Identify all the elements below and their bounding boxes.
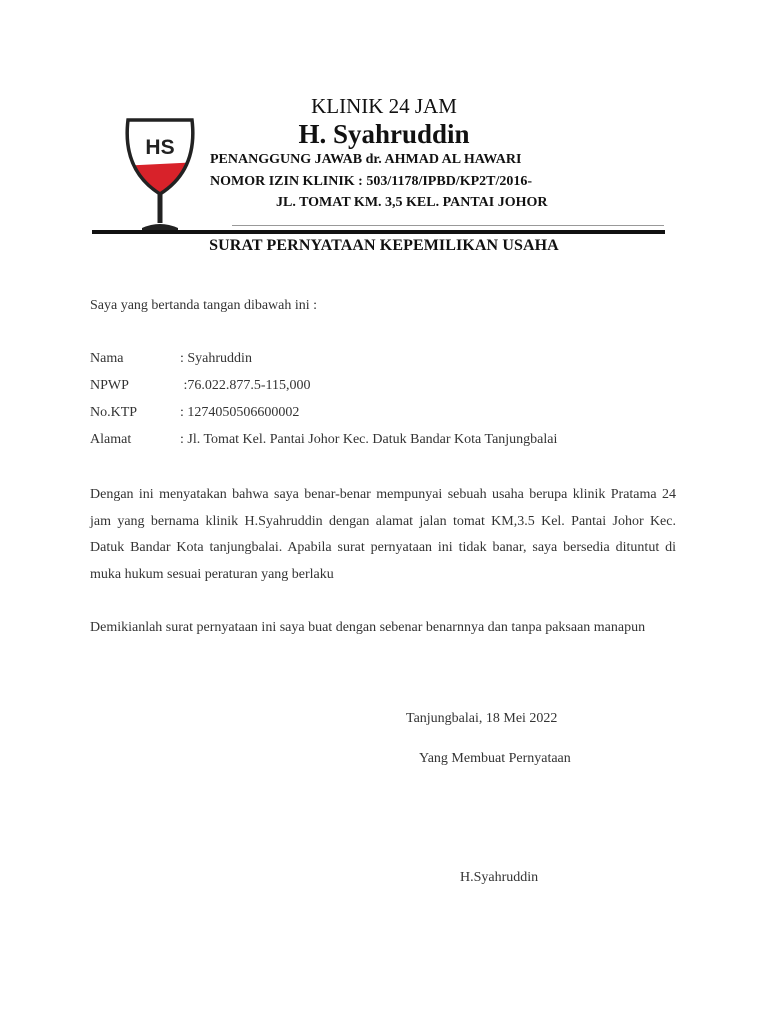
statement-paragraph: Dengan ini menyatakan bahwa saya benar-benar mempunyai sebuah usaha berupa klinik Pratama 24 jam yang bernama klinik H.Syahruddin dengan alamat jalan tomat KM,3.5 Kel. Pantai Johor Kec. Datuk Bandar Kota tanjungbalai. Apabila surat pernyataan ini tidak banar, saya bersedia dituntut di muka hukum sesuai peraturan yang berlaku [90,487,676,582]
document-title: SURAT PERNYATAAN KEPEMILIKAN USAHA [209,237,559,254]
clinic-name: H. Syahruddin [298,119,470,149]
signer-name: H.Syahruddin [460,870,539,885]
clinic-license-number: NOMOR IZIN KLINIK : 503/1178/IPBD/KP2T/2016- [210,174,533,189]
field-value-ktp: : 1274050506600002 [180,405,300,420]
field-value-npwp: :76.022.877.5-115,000 [180,378,311,393]
intro-line: Saya yang bertanda tangan dibawah ini : [90,298,318,313]
field-value-alamat: : Jl. Tomat Kel. Pantai Johor Kec. Datuk Bandar Kota Tanjungbalai [180,432,558,447]
logo-text: HS [145,136,175,159]
responsible-doctor: PENANGGUNG JAWAB dr. AHMAD AL HAWARI [210,152,522,167]
field-label-alamat: Alamat [90,432,132,447]
letterhead-thick-rule [92,230,665,234]
place-and-date: Tanjungbalai, 18 Mei 2022 [406,711,558,726]
field-label-ktp: No.KTP [90,405,138,420]
field-label-npwp: NPWP [90,378,129,393]
declarant-label: Yang Membuat Pernyataan [419,751,571,766]
letterhead-thin-rule [232,225,664,226]
closing-paragraph: Demikianlah surat pernyataan ini saya buat dengan sebenar benarnnya dan tanpa paksaan manapun [90,620,646,635]
field-value-nama: : Syahruddin [180,351,252,366]
field-label-nama: Nama [90,351,124,366]
clinic-address: JL. TOMAT KM. 3,5 KEL. PANTAI JOHOR [276,195,548,210]
clinic-title: KLINIK 24 JAM [311,94,457,118]
